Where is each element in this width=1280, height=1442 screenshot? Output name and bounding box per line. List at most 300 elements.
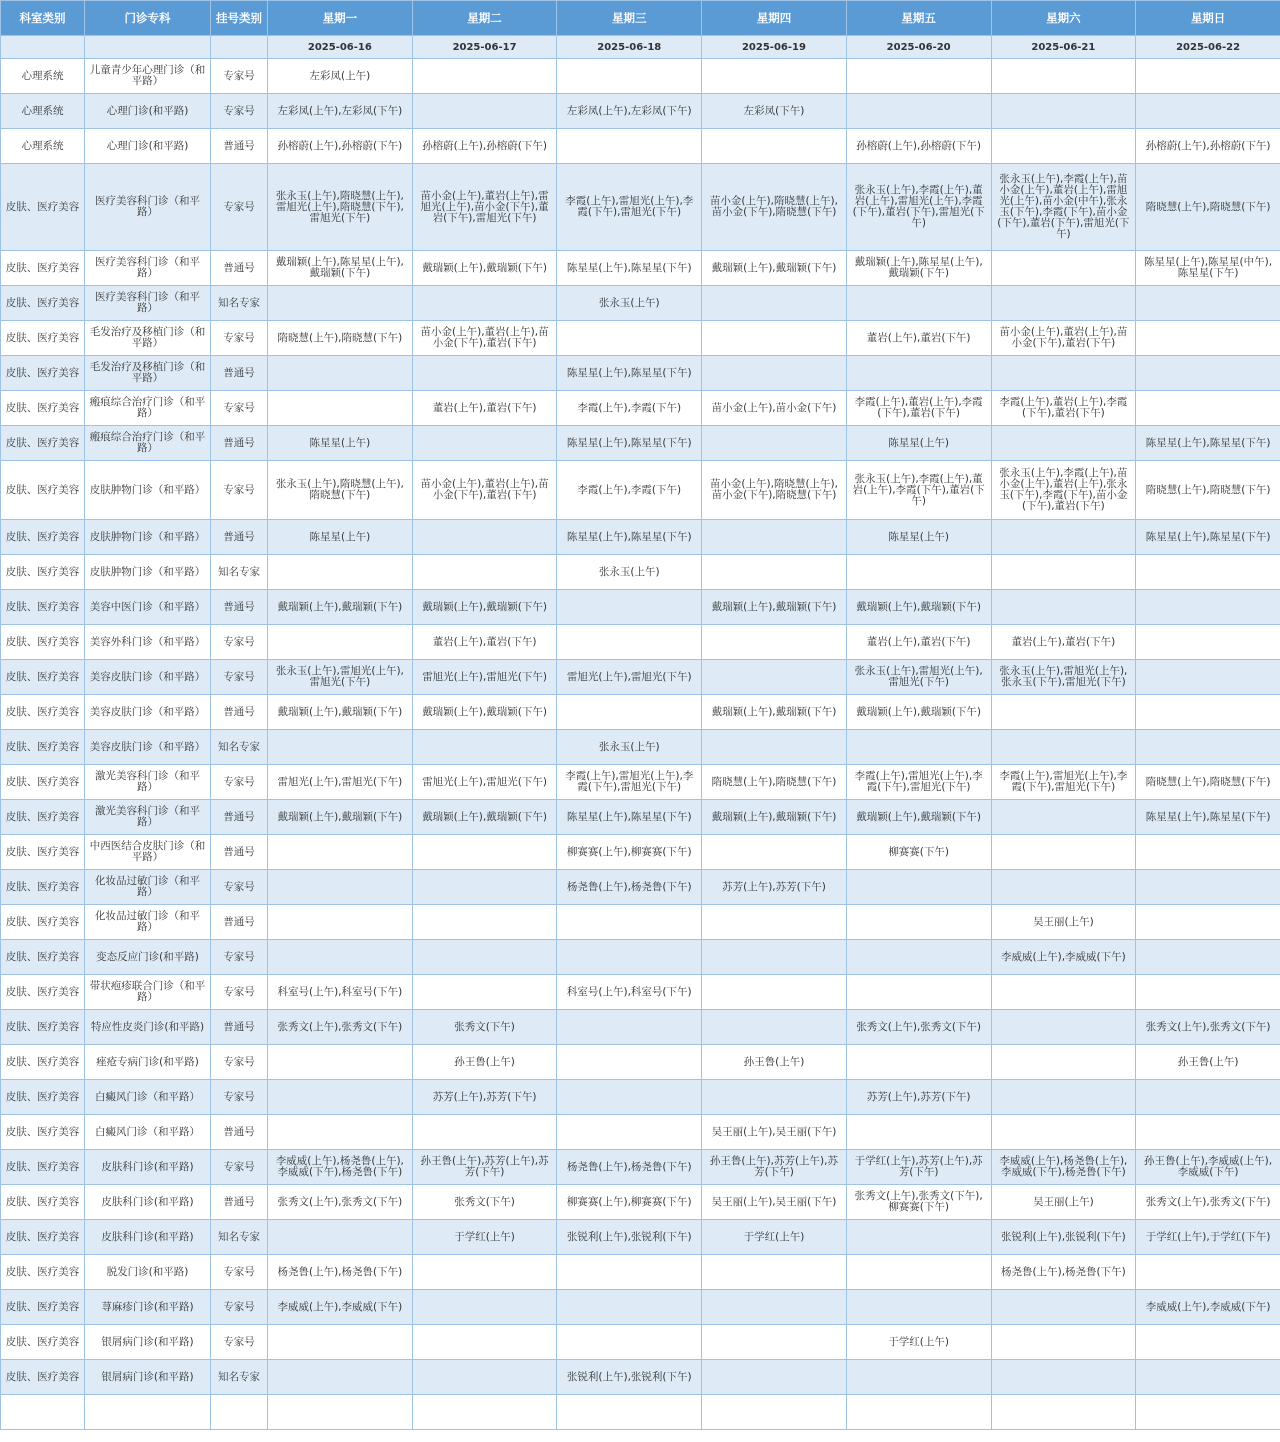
reg-type-cell: 专家号	[211, 461, 268, 520]
schedule-slot-cell	[412, 356, 557, 391]
table-row	[1, 520, 1280, 555]
specialty-cell: 化妆品过敏门诊（和平路）	[85, 905, 211, 940]
schedule-slot-cell: 苗小金(上午),苗小金(下午)	[702, 391, 847, 426]
header-date: 2025-06-18	[557, 36, 702, 59]
schedule-slot-cell: 陈星星(上午),陈星星(下午)	[557, 426, 702, 461]
schedule-slot-cell: 孙王鲁(上午)	[412, 1045, 557, 1080]
schedule-slot-cell	[702, 520, 847, 555]
schedule-slot-cell	[1136, 870, 1280, 905]
specialty-cell: 带状疱疹联合门诊（和平路）	[85, 975, 211, 1010]
blank-cell	[412, 1395, 557, 1430]
reg-type-cell: 普通号	[211, 590, 268, 625]
schedule-slot-cell	[991, 426, 1136, 461]
schedule-slot-cell	[557, 321, 702, 356]
specialty-cell: 痤疮专病门诊(和平路)	[85, 1045, 211, 1080]
header-day: 星期六	[991, 1, 1136, 36]
schedule-slot-cell: 雷旭光(上午),雷旭光(下午)	[412, 660, 557, 695]
schedule-slot-cell	[846, 730, 991, 765]
schedule-slot-cell	[1136, 286, 1280, 321]
reg-type-cell: 普通号	[211, 1010, 268, 1045]
schedule-slot-cell: 戴瑞颖(上午),戴瑞颖(下午)	[412, 800, 557, 835]
table-row	[1, 905, 1280, 940]
schedule-slot-cell: 张秀文(上午),张秀文(下午)	[1136, 1185, 1280, 1220]
schedule-slot-cell: 隋晓慧(上午),隋晓慧(下午)	[1136, 164, 1280, 251]
schedule-slot-cell: 柳赛赛(下午)	[846, 835, 991, 870]
schedule-slot-cell: 科室号(上午),科室号(下午)	[268, 975, 413, 1010]
schedule-slot-cell: 杨尧鲁(上午),杨尧鲁(下午)	[991, 1255, 1136, 1290]
header-day: 星期日	[1136, 1, 1280, 36]
reg-type-cell: 普通号	[211, 835, 268, 870]
schedule-slot-cell	[846, 940, 991, 975]
table-row	[1, 356, 1280, 391]
schedule-slot-cell	[991, 356, 1136, 391]
specialty-cell: 中西医结合皮肤门诊（和平路）	[85, 835, 211, 870]
schedule-slot-cell	[412, 730, 557, 765]
schedule-slot-cell	[268, 286, 413, 321]
dept-category-cell: 皮肤、医疗美容	[1, 730, 85, 765]
dept-category-cell: 皮肤、医疗美容	[1, 800, 85, 835]
schedule-slot-cell	[1136, 555, 1280, 590]
reg-type-cell: 专家号	[211, 94, 268, 129]
header-row	[1, 1, 1280, 36]
table-row	[1, 94, 1280, 129]
schedule-slot-cell	[1136, 94, 1280, 129]
schedule-slot-cell	[557, 625, 702, 660]
table-row	[1, 1115, 1280, 1150]
schedule-slot-cell: 陈星星(上午)	[846, 426, 991, 461]
dept-category-cell: 皮肤、医疗美容	[1, 1185, 85, 1220]
date-blank	[85, 36, 211, 59]
schedule-slot-cell: 李威威(上午),杨尧鲁(上午),李威威(下午),杨尧鲁(下午)	[268, 1150, 413, 1185]
schedule-slot-cell: 陈星星(上午),陈星星(下午)	[557, 356, 702, 391]
schedule-slot-cell	[268, 555, 413, 590]
header-date: 2025-06-20	[846, 36, 991, 59]
specialty-cell: 脱发门诊(和平路)	[85, 1255, 211, 1290]
schedule-slot-cell: 戴瑞颖(上午),戴瑞颖(下午)	[268, 695, 413, 730]
schedule-slot-cell	[702, 356, 847, 391]
specialty-cell: 皮肤科门诊(和平路)	[85, 1185, 211, 1220]
schedule-slot-cell: 张锐利(上午),张锐利(下午)	[991, 1220, 1136, 1255]
dept-category-cell: 皮肤、医疗美容	[1, 835, 85, 870]
schedule-slot-cell	[1136, 1325, 1280, 1360]
table-row	[1, 286, 1280, 321]
schedule-slot-cell	[268, 1360, 413, 1395]
schedule-slot-cell	[846, 356, 991, 391]
table-row	[1, 1080, 1280, 1115]
reg-type-cell: 知名专家	[211, 730, 268, 765]
dept-category-cell: 皮肤、医疗美容	[1, 1045, 85, 1080]
table-row	[1, 590, 1280, 625]
dept-category-cell: 皮肤、医疗美容	[1, 940, 85, 975]
schedule-slot-cell: 孙王鲁(上午),李威威(上午),李威威(下午)	[1136, 1150, 1280, 1185]
schedule-slot-cell	[991, 1010, 1136, 1045]
schedule-slot-cell	[1136, 1360, 1280, 1395]
specialty-cell: 白癜风门诊（和平路）	[85, 1115, 211, 1150]
schedule-slot-cell	[412, 1115, 557, 1150]
schedule-slot-cell	[557, 1255, 702, 1290]
schedule-slot-cell	[991, 1360, 1136, 1395]
schedule-slot-cell: 杨尧鲁(上午),杨尧鲁(下午)	[557, 870, 702, 905]
schedule-slot-cell	[991, 800, 1136, 835]
specialty-cell: 毛发治疗及移植门诊（和平路）	[85, 356, 211, 391]
schedule-slot-cell: 陈星星(上午),陈星星(下午)	[1136, 426, 1280, 461]
schedule-slot-cell	[991, 590, 1136, 625]
schedule-slot-cell: 戴瑞颖(上午),戴瑞颖(下午)	[702, 800, 847, 835]
specialty-cell: 皮肤科门诊(和平路)	[85, 1150, 211, 1185]
specialty-cell: 心理门诊(和平路)	[85, 94, 211, 129]
schedule-slot-cell	[412, 1255, 557, 1290]
schedule-slot-cell: 戴瑞颖(上午),戴瑞颖(下午)	[846, 800, 991, 835]
schedule-slot-cell: 于学红(上午)	[846, 1325, 991, 1360]
table-row	[1, 251, 1280, 286]
table-row	[1, 835, 1280, 870]
dept-category-cell: 皮肤、医疗美容	[1, 520, 85, 555]
reg-type-cell: 普通号	[211, 426, 268, 461]
schedule-slot-cell	[991, 730, 1136, 765]
schedule-slot-cell: 李霞(上午),雷旭光(上午),李霞(下午),雷旭光(下午)	[557, 765, 702, 800]
schedule-slot-cell: 张永玉(上午),雷旭光(上午),雷旭光(下午)	[846, 660, 991, 695]
schedule-slot-cell: 左彩凤(下午)	[702, 94, 847, 129]
specialty-cell: 医疗美容科门诊（和平路）	[85, 164, 211, 251]
schedule-slot-cell	[268, 625, 413, 660]
schedule-slot-cell: 陈星星(上午),陈星星(下午)	[557, 800, 702, 835]
header-specialty: 门诊专科	[85, 1, 211, 36]
schedule-slot-cell	[702, 660, 847, 695]
schedule-slot-cell: 陈星星(上午),陈星星(下午)	[557, 251, 702, 286]
table-row	[1, 164, 1280, 251]
schedule-slot-cell	[1136, 1080, 1280, 1115]
specialty-cell: 儿童青少年心理门诊（和平路）	[85, 59, 211, 94]
schedule-slot-cell: 苗小金(上午),董岩(上午),苗小金(下午),董岩(下午)	[991, 321, 1136, 356]
reg-type-cell: 普通号	[211, 1115, 268, 1150]
schedule-slot-cell: 张永玉(上午),李霞(上午),董岩(上午),雷旭光(上午),李霞(下午),董岩(下午),雷旭光(下午)	[846, 164, 991, 251]
table-header	[1, 1, 1280, 59]
dept-category-cell: 皮肤、医疗美容	[1, 1150, 85, 1185]
schedule-slot-cell	[702, 555, 847, 590]
dept-category-cell: 皮肤、医疗美容	[1, 461, 85, 520]
specialty-cell: 瘢痕综合治疗门诊（和平路）	[85, 391, 211, 426]
dept-category-cell: 皮肤、医疗美容	[1, 1115, 85, 1150]
schedule-slot-cell	[846, 1220, 991, 1255]
dept-category-cell: 皮肤、医疗美容	[1, 1220, 85, 1255]
schedule-slot-cell: 隋晓慧(上午),隋晓慧(下午)	[702, 765, 847, 800]
schedule-slot-cell: 张秀文(上午),张秀文(下午)	[1136, 1010, 1280, 1045]
schedule-slot-cell	[846, 1290, 991, 1325]
schedule-slot-cell	[557, 1115, 702, 1150]
schedule-slot-cell	[268, 940, 413, 975]
schedule-slot-cell: 戴瑞颖(上午),戴瑞颖(下午)	[702, 590, 847, 625]
schedule-slot-cell	[1136, 940, 1280, 975]
schedule-slot-cell: 李威威(上午),李威威(下午)	[1136, 1290, 1280, 1325]
schedule-slot-cell: 董岩(上午),董岩(下午)	[846, 625, 991, 660]
schedule-slot-cell: 苗小金(上午),董岩(上午),苗小金(下午),董岩(下午)	[412, 321, 557, 356]
dept-category-cell: 心理系统	[1, 59, 85, 94]
schedule-slot-cell: 于学红(上午),苏芳(上午),苏芳(下午)	[846, 1150, 991, 1185]
header-day: 星期四	[702, 1, 847, 36]
reg-type-cell: 普通号	[211, 1185, 268, 1220]
schedule-slot-cell: 戴瑞颖(上午),戴瑞颖(下午)	[268, 590, 413, 625]
schedule-slot-cell: 李霞(上午),董岩(上午),李霞(下午),董岩(下午)	[846, 391, 991, 426]
date-blank	[1, 36, 85, 59]
header-day: 星期二	[412, 1, 557, 36]
reg-type-cell: 专家号	[211, 1080, 268, 1115]
schedule-slot-cell: 于学红(上午)	[702, 1220, 847, 1255]
schedule-slot-cell	[991, 94, 1136, 129]
reg-type-cell: 专家号	[211, 164, 268, 251]
header-dept-category: 科室类别	[1, 1, 85, 36]
reg-type-cell: 普通号	[211, 251, 268, 286]
reg-type-cell: 专家号	[211, 1290, 268, 1325]
header-date: 2025-06-21	[991, 36, 1136, 59]
schedule-slot-cell: 隋晓慧(上午),隋晓慧(下午)	[268, 321, 413, 356]
schedule-slot-cell	[702, 730, 847, 765]
schedule-slot-cell: 孙王鲁(上午),苏芳(上午),苏芳(下午)	[412, 1150, 557, 1185]
reg-type-cell: 专家号	[211, 1255, 268, 1290]
schedule-slot-cell: 董岩(上午),董岩(下午)	[412, 391, 557, 426]
schedule-slot-cell	[268, 1045, 413, 1080]
schedule-slot-cell: 于学红(上午),于学红(下午)	[1136, 1220, 1280, 1255]
schedule-slot-cell: 雷旭光(上午),雷旭光(下午)	[412, 765, 557, 800]
specialty-cell: 荨麻疹门诊(和平路)	[85, 1290, 211, 1325]
specialty-cell: 美容皮肤门诊（和平路）	[85, 730, 211, 765]
schedule-slot-cell: 孙榕蔚(上午),孙榕蔚(下午)	[1136, 129, 1280, 164]
dept-category-cell: 皮肤、医疗美容	[1, 251, 85, 286]
table-row	[1, 625, 1280, 660]
schedule-slot-cell	[1136, 59, 1280, 94]
schedule-slot-cell	[412, 59, 557, 94]
specialty-cell: 瘢痕综合治疗门诊（和平路）	[85, 426, 211, 461]
schedule-slot-cell	[846, 1045, 991, 1080]
schedule-slot-cell	[268, 835, 413, 870]
reg-type-cell: 普通号	[211, 356, 268, 391]
schedule-slot-cell: 戴瑞颖(上午),戴瑞颖(下午)	[412, 590, 557, 625]
dept-category-cell: 心理系统	[1, 94, 85, 129]
specialty-cell: 美容中医门诊（和平路）	[85, 590, 211, 625]
schedule-slot-cell: 张永玉(上午)	[557, 286, 702, 321]
schedule-slot-cell	[1136, 625, 1280, 660]
table-row	[1, 870, 1280, 905]
header-date: 2025-06-19	[702, 36, 847, 59]
specialty-cell: 美容外科门诊（和平路）	[85, 625, 211, 660]
reg-type-cell: 专家号	[211, 1045, 268, 1080]
dept-category-cell: 皮肤、医疗美容	[1, 391, 85, 426]
schedule-slot-cell: 杨尧鲁(上午),杨尧鲁(下午)	[268, 1255, 413, 1290]
dept-category-cell: 皮肤、医疗美容	[1, 555, 85, 590]
table-row	[1, 426, 1280, 461]
schedule-slot-cell	[991, 1045, 1136, 1080]
schedule-slot-cell	[412, 940, 557, 975]
schedule-slot-cell: 雷旭光(上午),雷旭光(下午)	[557, 660, 702, 695]
schedule-slot-cell	[1136, 356, 1280, 391]
schedule-slot-cell: 戴瑞颖(上午),戴瑞颖(下午)	[412, 695, 557, 730]
schedule-slot-cell	[412, 94, 557, 129]
reg-type-cell: 普通号	[211, 695, 268, 730]
schedule-slot-cell: 张秀文(上午),张秀文(下午)	[268, 1185, 413, 1220]
schedule-slot-cell: 孙王鲁(上午)	[702, 1045, 847, 1080]
schedule-slot-cell: 张秀文(上午),张秀文(下午)	[846, 1010, 991, 1045]
schedule-slot-cell	[1136, 321, 1280, 356]
schedule-slot-cell	[702, 625, 847, 660]
schedule-slot-cell	[268, 356, 413, 391]
dept-category-cell: 皮肤、医疗美容	[1, 905, 85, 940]
schedule-slot-cell	[412, 1325, 557, 1360]
schedule-slot-cell	[557, 1080, 702, 1115]
schedule-slot-cell: 张锐利(上午),张锐利(下午)	[557, 1360, 702, 1395]
blank-cell	[85, 1395, 211, 1430]
schedule-slot-cell	[991, 835, 1136, 870]
specialty-cell: 皮肤肿物门诊（和平路）	[85, 461, 211, 520]
table-row	[1, 1325, 1280, 1360]
reg-type-cell: 专家号	[211, 660, 268, 695]
schedule-slot-cell	[702, 1325, 847, 1360]
schedule-slot-cell	[557, 1010, 702, 1045]
schedule-slot-cell: 陈星星(上午)	[846, 520, 991, 555]
table-row	[1, 1185, 1280, 1220]
schedule-slot-cell: 董岩(上午),董岩(下午)	[991, 625, 1136, 660]
specialty-cell: 皮肤肿物门诊（和平路）	[85, 555, 211, 590]
schedule-slot-cell: 戴瑞颖(上午),戴瑞颖(下午)	[702, 695, 847, 730]
schedule-slot-cell: 孙榕蔚(上午),孙榕蔚(下午)	[846, 129, 991, 164]
schedule-slot-cell: 张秀文(下午)	[412, 1010, 557, 1045]
schedule-slot-cell	[702, 1010, 847, 1045]
schedule-slot-cell: 苗小金(上午),董岩(上午),雷旭光(上午),苗小金(下午),董岩(下午),雷旭光(下午)	[412, 164, 557, 251]
schedule-slot-cell	[268, 1220, 413, 1255]
schedule-slot-cell	[702, 1080, 847, 1115]
schedule-slot-cell: 孙榕蔚(上午),孙榕蔚(下午)	[412, 129, 557, 164]
specialty-cell: 皮肤科门诊(和平路)	[85, 1220, 211, 1255]
specialty-cell: 毛发治疗及移植门诊（和平路）	[85, 321, 211, 356]
schedule-slot-cell	[1136, 905, 1280, 940]
dept-category-cell: 皮肤、医疗美容	[1, 625, 85, 660]
schedule-slot-cell: 苗小金(上午),隋晓慧(上午),苗小金(下午),隋晓慧(下午)	[702, 461, 847, 520]
table-row	[1, 321, 1280, 356]
table-row	[1, 555, 1280, 590]
blank-row	[1, 1395, 1280, 1430]
schedule-slot-cell	[557, 1325, 702, 1360]
schedule-slot-cell: 柳赛赛(上午),柳赛赛(下午)	[557, 835, 702, 870]
schedule-slot-cell	[268, 905, 413, 940]
schedule-slot-cell	[1136, 590, 1280, 625]
schedule-slot-cell: 张永玉(上午),李霞(上午),苗小金(上午),董岩(上午),张永玉(下午),李霞(下午),苗小金(下午),董岩(下午)	[991, 461, 1136, 520]
table-row	[1, 1150, 1280, 1185]
schedule-slot-cell: 张锐利(上午),张锐利(下午)	[557, 1220, 702, 1255]
blank-cell	[1136, 1395, 1280, 1430]
schedule-slot-cell: 柳赛赛(上午),柳赛赛(下午)	[557, 1185, 702, 1220]
schedule-slot-cell: 于学红(上午)	[412, 1220, 557, 1255]
date-row	[1, 36, 1280, 59]
dept-category-cell: 皮肤、医疗美容	[1, 321, 85, 356]
reg-type-cell: 专家号	[211, 975, 268, 1010]
schedule-slot-cell	[702, 835, 847, 870]
schedule-slot-cell: 李霞(上午),雷旭光(上午),李霞(下午),雷旭光(下午)	[846, 765, 991, 800]
schedule-slot-cell	[991, 695, 1136, 730]
reg-type-cell: 专家号	[211, 391, 268, 426]
table-row	[1, 129, 1280, 164]
reg-type-cell: 专家号	[211, 321, 268, 356]
schedule-slot-cell	[991, 975, 1136, 1010]
header-day: 星期一	[268, 1, 413, 36]
table-row	[1, 1220, 1280, 1255]
schedule-slot-cell	[268, 391, 413, 426]
reg-type-cell: 知名专家	[211, 286, 268, 321]
schedule-slot-cell: 杨尧鲁(上午),杨尧鲁(下午)	[557, 1150, 702, 1185]
schedule-slot-cell: 戴瑞颖(上午),戴瑞颖(下午)	[412, 251, 557, 286]
header-reg-type: 挂号类别	[211, 1, 268, 36]
reg-type-cell: 专家号	[211, 1150, 268, 1185]
schedule-slot-cell: 戴瑞颖(上午),陈星星(上午),戴瑞颖(下午)	[846, 251, 991, 286]
schedule-slot-cell: 张秀文(上午),张秀文(下午)	[268, 1010, 413, 1045]
schedule-slot-cell: 张永玉(上午),隋晓慧(上午),雷旭光(上午),隋晓慧(下午),雷旭光(下午)	[268, 164, 413, 251]
schedule-slot-cell: 张秀文(上午),张秀文(下午),柳赛赛(下午)	[846, 1185, 991, 1220]
schedule-slot-cell	[702, 59, 847, 94]
table-row	[1, 730, 1280, 765]
header-date: 2025-06-22	[1136, 36, 1280, 59]
reg-type-cell: 知名专家	[211, 1220, 268, 1255]
dept-category-cell: 皮肤、医疗美容	[1, 356, 85, 391]
dept-category-cell: 皮肤、医疗美容	[1, 164, 85, 251]
reg-type-cell: 专家号	[211, 940, 268, 975]
schedule-slot-cell: 孙榕蔚(上午),孙榕蔚(下午)	[268, 129, 413, 164]
schedule-slot-cell	[991, 59, 1136, 94]
schedule-slot-cell	[991, 286, 1136, 321]
specialty-cell: 银屑病门诊(和平路)	[85, 1325, 211, 1360]
schedule-slot-cell	[846, 1115, 991, 1150]
schedule-slot-cell: 苏芳(上午),苏芳(下午)	[846, 1080, 991, 1115]
table-row	[1, 695, 1280, 730]
schedule-slot-cell: 张永玉(上午),李霞(上午),董岩(上午),李霞(下午),董岩(下午)	[846, 461, 991, 520]
schedule-slot-cell	[1136, 660, 1280, 695]
schedule-slot-cell	[702, 321, 847, 356]
table-body	[1, 59, 1280, 1430]
date-blank	[211, 36, 268, 59]
dept-category-cell: 皮肤、医疗美容	[1, 765, 85, 800]
schedule-slot-cell: 张永玉(上午),雷旭光(上午),张永玉(下午),雷旭光(下午)	[991, 660, 1136, 695]
schedule-slot-cell	[412, 555, 557, 590]
reg-type-cell: 专家号	[211, 625, 268, 660]
header-date: 2025-06-16	[268, 36, 413, 59]
dept-category-cell: 皮肤、医疗美容	[1, 1080, 85, 1115]
dept-category-cell: 皮肤、医疗美容	[1, 426, 85, 461]
schedule-slot-cell: 吴王丽(上午),吴王丽(下午)	[702, 1115, 847, 1150]
schedule-slot-cell: 孙王鲁(上午),苏芳(上午),苏芳(下午)	[702, 1150, 847, 1185]
blank-cell	[557, 1395, 702, 1430]
dept-category-cell: 皮肤、医疗美容	[1, 1325, 85, 1360]
schedule-slot-cell	[1136, 1115, 1280, 1150]
schedule-slot-cell: 戴瑞颖(上午),陈星星(上午),戴瑞颖(下午)	[268, 251, 413, 286]
schedule-slot-cell: 李霞(上午),李霞(下午)	[557, 391, 702, 426]
schedule-slot-cell: 左彩凤(上午),左彩凤(下午)	[557, 94, 702, 129]
reg-type-cell: 知名专家	[211, 555, 268, 590]
schedule-slot-cell: 李霞(上午),雷旭光(上午),李霞(下午),雷旭光(下午)	[991, 765, 1136, 800]
schedule-slot-cell	[412, 520, 557, 555]
schedule-slot-cell	[991, 1290, 1136, 1325]
schedule-slot-cell: 戴瑞颖(上午),戴瑞颖(下午)	[846, 590, 991, 625]
schedule-slot-cell	[702, 940, 847, 975]
schedule-slot-cell	[702, 426, 847, 461]
schedule-slot-cell	[557, 695, 702, 730]
schedule-slot-cell	[1136, 695, 1280, 730]
reg-type-cell: 专家号	[211, 1325, 268, 1360]
dept-category-cell: 皮肤、医疗美容	[1, 590, 85, 625]
schedule-slot-cell	[702, 905, 847, 940]
schedule-slot-cell: 张秀文(下午)	[412, 1185, 557, 1220]
schedule-slot-cell	[846, 870, 991, 905]
table-row	[1, 59, 1280, 94]
schedule-slot-cell	[991, 129, 1136, 164]
dept-category-cell: 皮肤、医疗美容	[1, 286, 85, 321]
reg-type-cell: 普通号	[211, 800, 268, 835]
schedule-slot-cell	[702, 286, 847, 321]
